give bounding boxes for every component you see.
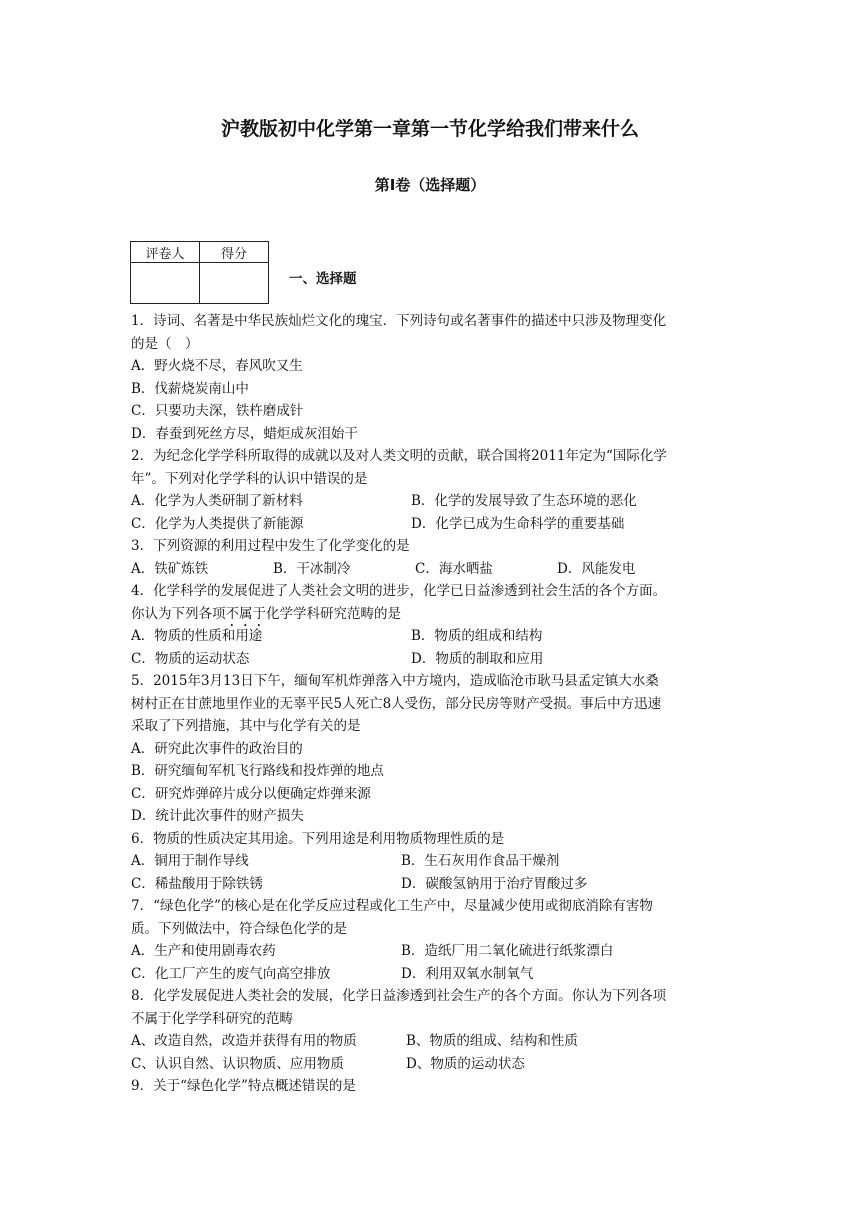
question-6-options-row-2: [131, 873, 743, 896]
section-heading: 一、选择题: [289, 271, 357, 287]
question-5-stem-cont-1: 树村正在甘蔗地里作业的无辜平民5人死亡8人受伤，部分民房等财产受损。事后中方迅速: [131, 695, 662, 712]
question-6-option-c: C．稀盐酸用于除铁锈: [131, 875, 263, 892]
question-5-stem-cont-2: 采取了下列措施，其中与化学有关的是: [131, 718, 361, 734]
question-4-stem-post: 化学学科研究范畴的是: [266, 605, 401, 622]
question-4-emphasis: 不属于: [225, 605, 266, 622]
question-3-option-d: D．风能发电: [557, 560, 636, 577]
score-table-score-cell: [200, 263, 269, 304]
question-3-option-b: B．干冰制冷: [273, 560, 351, 577]
score-table-grader-cell: [131, 263, 200, 304]
question-7-options-row-1: [131, 940, 743, 963]
question-1-option-a: A．野火烧不尽，春风吹又生: [131, 358, 303, 374]
question-list: [131, 310, 743, 1098]
page-title: 沪教版初中化学第一章第一节化学给我们带来什么: [220, 118, 639, 140]
question-8-stem-cont: 不属于化学学科研究的范畴: [131, 1010, 293, 1027]
question-2-options-row-2: [131, 513, 743, 536]
question-2-option-a: A．化学为人类研制了新材料: [131, 493, 303, 509]
question-2-stem: 2．为纪念化学学科所取得的成就以及对人类文明的贡献，联合国将2011年定为“国际化学: [131, 448, 667, 464]
question-2-option-d: D．化学已成为生命科学的重要基础: [411, 515, 625, 532]
question-1-stem: 1．诗词、名著是中华民族灿烂文化的瑰宝．下列诗句或名著事件的描述中只涉及物理变化: [131, 313, 667, 329]
question-1-option-d: D．春蚕到死丝方尽，蜡炬成灰泪始干: [131, 425, 358, 442]
question-9-stem: 9．关于“绿色化学”特点概述错误的是: [131, 1078, 356, 1094]
question-8-stem: 8．化学发展促进人类社会的发展，化学日益渗透到社会生产的各个方面。你认为下列各项: [131, 988, 667, 1004]
question-5-option-a: A．研究此次事件的政治目的: [131, 740, 303, 757]
volume-subtitle: 第I卷（选择题）: [374, 176, 486, 194]
question-8-option-c: C、认识自然、认识物质、应用物质: [131, 1055, 344, 1072]
question-7-stem-cont: 质。下列做法中，符合绿色化学的是: [131, 920, 347, 937]
question-8-option-d: D、物质的运动状态: [406, 1055, 525, 1072]
question-5-option-d: D．统计此次事件的财产损失: [131, 808, 304, 824]
question-4-option-b: B．物质的组成和结构: [411, 628, 543, 644]
question-6-options-row-1: [131, 850, 743, 873]
score-table-score-header: 得分: [200, 242, 269, 263]
question-4-options-row-1: [131, 625, 743, 648]
question-5-stem: 5．2015年3月13日下午，缅甸军机炸弹落入中方境内，造成临沧市耿马县孟定镇大水桑: [131, 673, 659, 689]
question-2-stem-cont: 年”。下列对化学学科的认识中错误的是: [131, 470, 368, 487]
question-3-options-row: [131, 558, 743, 581]
question-4-stem-cont: [131, 603, 743, 626]
question-4-option-d: D．物质的制取和应用: [411, 650, 544, 667]
question-2-option-b: B．化学的发展导致了生态环境的恶化: [411, 493, 637, 509]
question-8-options-row-2: [131, 1053, 743, 1076]
score-table: [130, 241, 269, 304]
question-3-stem: 3．下列资源的利用过程中发生了化学变化的是: [131, 538, 410, 554]
question-8-options-row-1: [131, 1030, 743, 1053]
question-8-option-a: A、改造自然，改造并获得有用的物质: [131, 1033, 357, 1049]
question-7-option-c: C．化工厂产生的废气向高空排放: [131, 965, 331, 982]
question-4-options-row-2: [131, 648, 743, 671]
question-6-option-a: A．铜用于制作导线: [131, 853, 249, 869]
question-3-option-a: A．铁矿炼铁: [131, 560, 209, 577]
question-4-option-c: C．物质的运动状态: [131, 650, 250, 667]
question-1-option-b: B．伐薪烧炭南山中: [131, 380, 249, 397]
question-7-option-a: A．生产和使用剧毒农药: [131, 943, 276, 959]
question-4-option-a: A．物质的性质和用途: [131, 628, 263, 644]
question-2-options-row-1: [131, 490, 743, 513]
question-3-option-c: C．海水晒盐: [415, 560, 493, 577]
question-4-stem: 4．化学科学的发展促进了人类社会文明的进步，化学已日益渗透到社会生活的各个方面。: [131, 583, 667, 599]
question-1-option-c: C．只要功夫深，铁杵磨成针: [131, 403, 304, 419]
question-6-stem: 6．物质的性质决定其用途。下列用途是利用物质物理性质的是: [131, 830, 505, 847]
question-5-option-b: B．研究缅甸军机飞行路线和投炸弹的地点: [131, 763, 384, 779]
question-7-option-d: D．利用双氧水制氧气: [401, 965, 534, 982]
question-5-option-c: C．研究炸弹碎片成分以便确定炸弹来源: [131, 785, 371, 802]
question-7-stem: 7．“绿色化学”的核心是在化学反应过程或化工生产中，尽量减少使用或彻底消除有害物: [131, 898, 653, 914]
question-8-option-b: B、物质的组成、结构和性质: [406, 1033, 578, 1049]
question-1-stem-cont: 的是（ ）: [131, 335, 199, 352]
question-7-options-row-2: [131, 963, 743, 986]
question-6-option-d: D．碳酸氢钠用于治疗胃酸过多: [401, 875, 588, 892]
question-6-option-b: B．生石灰用作食品干燥剂: [401, 853, 560, 869]
score-table-grader-header: 评卷人: [131, 242, 200, 263]
question-4-stem-pre: 你认为下列各项: [131, 605, 226, 622]
question-2-option-c: C．化学为人类提供了新能源: [131, 515, 304, 532]
question-7-option-b: B．造纸厂用二氧化硫进行纸浆漂白: [401, 943, 614, 959]
